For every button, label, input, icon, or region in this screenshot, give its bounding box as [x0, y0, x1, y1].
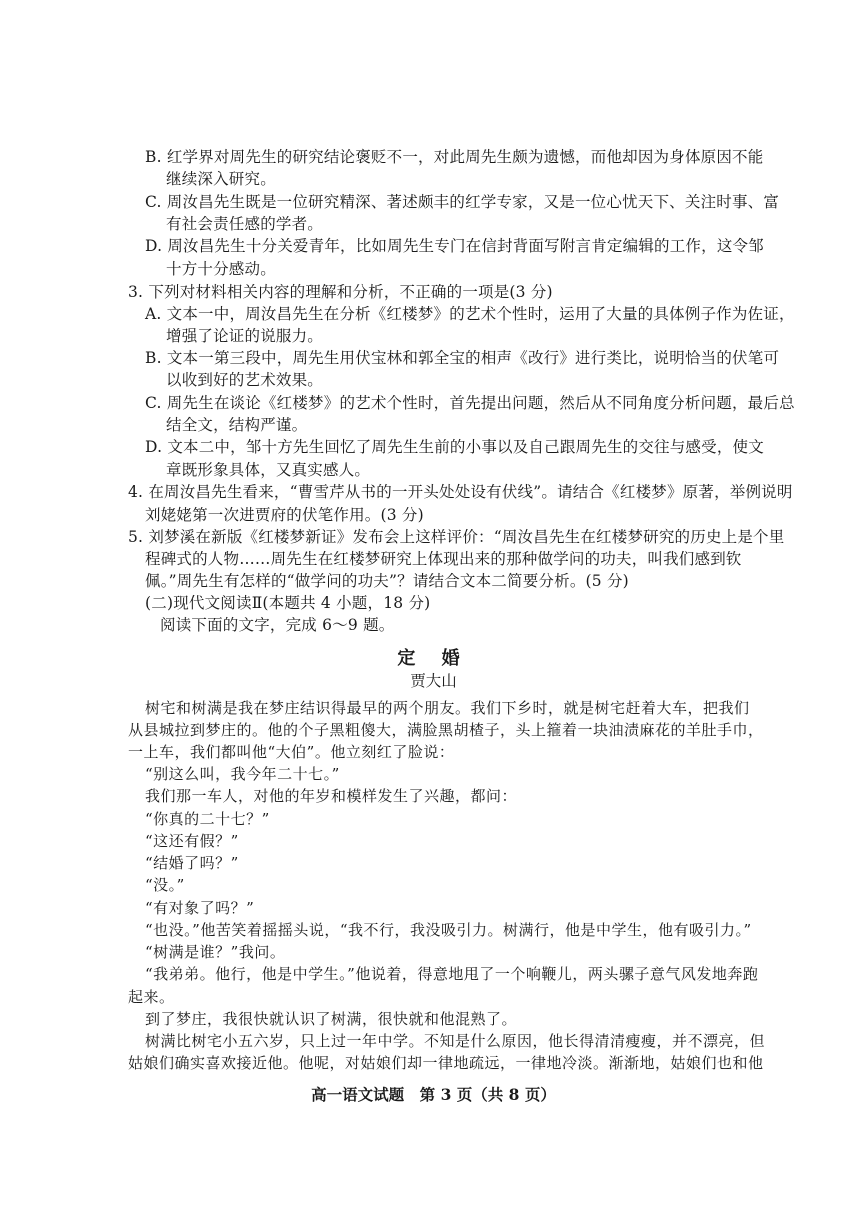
question-5-line-2: 程碑式的人物……周先生在红楼梦研究上体现出来的那种做学问的功夫，叫我们感到钦	[145, 550, 742, 568]
story-line: 一上车，我们都叫他“大伯”。他立刻红了脸说：	[128, 743, 455, 761]
story-line: “没。”	[145, 876, 185, 894]
story-line: “有对象了吗？”	[145, 899, 255, 917]
option-d-line-2: 十方十分感动。	[166, 260, 276, 278]
option-d-line-1: D. 周汝昌先生十分关爱青年，比如周先生专门在信封背面写附言肯定编辑的工作，这令邹	[145, 237, 764, 255]
q3-option-c-line-2: 结全文，结构严谨。	[166, 416, 308, 434]
section-instruction: 阅读下面的文字，完成 6～9 题。	[160, 616, 395, 634]
story-line: 树满比树宅小五六岁，只上过一年中学。不知是什么原因，他长得清清瘦瘦，并不漂亮，但	[145, 1032, 766, 1050]
option-b-line-2: 继续深入研究。	[166, 170, 276, 188]
option-c-line-2: 有社会责任感的学者。	[166, 215, 324, 233]
story-title: 定 婚	[397, 648, 470, 669]
story-line: “你真的二十七？”	[145, 810, 270, 828]
q3-option-b-line-1: B. 文本一第三段中，周先生用伏宝林和郭全宝的相声《改行》进行类比，说明恰当的伏笔可	[145, 349, 780, 367]
page-footer: 高一语文试题 第 3 页（共 8 页）	[311, 1085, 556, 1104]
story-line: “这还有假？”	[145, 832, 239, 850]
story-line: 姑娘们确实喜欢接近他。他呢，对姑娘们却一律地疏远，一律地冷淡。渐渐地，姑娘们也和他	[128, 1054, 764, 1072]
story-line: 树宅和树满是我在梦庄结识得最早的两个朋友。我们下乡时，就是树宅赶着大车，把我们	[145, 699, 750, 717]
section-title: (二)现代文阅读Ⅱ(本题共 4 小题，18 分)	[145, 594, 431, 612]
question-4-line-1: 4. 在周汝昌先生看来，“曹雪芹从书的一开头处处设有伏线”。请结合《红楼梦》原著，举例说明	[128, 483, 793, 501]
option-b-line-1: B. 红学界对周先生的研究结论褒贬不一，对此周先生颇为遗憾，而他却因为身体原因不能	[145, 148, 764, 166]
story-line: 从县城拉到梦庄的。他的个子黑粗傻大，满脸黑胡楂子，头上箍着一块油渍麻花的羊肚手巾，	[128, 721, 764, 739]
story-author: 贾大山	[410, 672, 457, 690]
story-line: 到了梦庄，我很快就认识了树满，很快就和他混熟了。	[145, 1010, 518, 1028]
story-line: “结婚了吗？”	[145, 854, 239, 872]
q3-option-a-line-1: A. 文本一中，周汝昌先生在分析《红楼梦》的艺术个性时，运用了大量的具体例子作为佐证，	[145, 305, 795, 323]
story-line: “树满是谁？”我问。	[145, 943, 286, 961]
question-5-line-1: 5. 刘梦溪在新版《红楼梦新证》发布会上这样评价：“周汝昌先生在红楼梦研究的历史上是个里	[128, 528, 785, 546]
story-line: “也没。”他苦笑着摇摇头说，“我不行，我没吸引力。树满行，他是中学生，他有吸引力。”	[145, 921, 752, 939]
q3-option-d-line-1: D. 文本二中，邹十方先生回忆了周先生生前的小事以及自己跟周先生的交往与感受，使文	[145, 438, 764, 456]
question-4-line-2: 刘姥姥第一次进贾府的伏笔作用。(3 分)	[145, 506, 424, 524]
q3-option-a-line-2: 增强了论证的说服力。	[166, 327, 324, 345]
story-line: 我们那一车人，对他的年岁和模样发生了兴趣，都问：	[145, 787, 518, 805]
question-5-line-3: 佩。”周先生有怎样的“做学问的功夫”？请结合文本二简要分析。(5 分)	[145, 572, 629, 590]
story-line: 起来。	[128, 988, 175, 1006]
q3-option-b-line-2: 以收到好的艺术效果。	[166, 371, 324, 389]
q3-option-c-line-1: C. 周先生在谈论《红楼梦》的艺术个性时，首先提出问题，然后从不同角度分析问题，最后总	[145, 394, 795, 412]
q3-option-d-line-2: 章既形象具体，又真实感人。	[166, 461, 371, 479]
story-line: “我弟弟。他行，他是中学生。”他说着，得意地甩了一个响鞭儿，两头骡子意气风发地奔跑	[145, 965, 759, 983]
question-3-stem: 3. 下列对材料相关内容的理解和分析，不正确的一项是(3 分)	[128, 283, 553, 301]
option-c-line-1: C. 周汝昌先生既是一位研究精深、著述颇丰的红学专家，又是一位心忧天下、关注时事、富	[145, 193, 780, 211]
story-line: “别这么叫，我今年二十七。”	[145, 765, 340, 783]
